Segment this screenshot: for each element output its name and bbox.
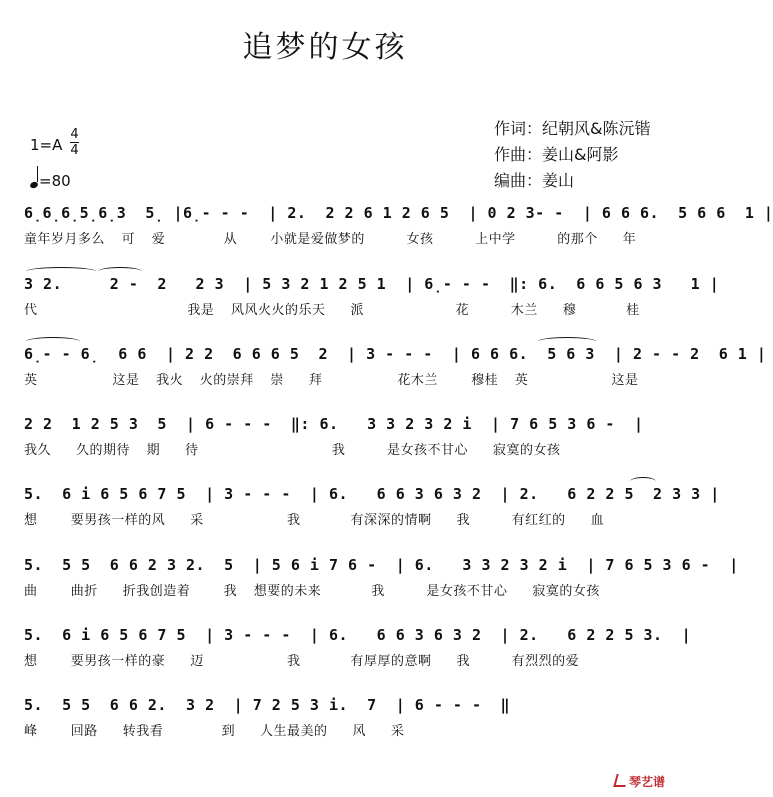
lyrics-line: 我久 久的期待 期 待 我 是女孩不甘心 寂寞的女孩 bbox=[24, 443, 561, 458]
time-top: 4 bbox=[70, 127, 79, 142]
tempo-marking bbox=[30, 170, 71, 190]
tempo-value: =80 bbox=[39, 172, 71, 190]
site-logo bbox=[615, 773, 665, 790]
lyrics-line: 童年岁月多么 可 爱 从 小就是爱做梦的 女孩 上中学 的那个 年 bbox=[24, 232, 637, 247]
time-bottom: 4 bbox=[70, 143, 79, 158]
quarter-note-icon bbox=[29, 181, 39, 189]
key-label: 1=A bbox=[30, 136, 63, 154]
credits bbox=[494, 116, 650, 194]
notation-line: 6̣- - 6̣ 6 6 | 2 2 6 6 6 5 2 | 3 - - - | 6 6 6. 5 6 3 | 2 - - 2 6 1 | bbox=[24, 345, 767, 363]
lyrics-line: 英 这是 我火 火的崇拜 崇 拜 花木兰 穆桂 英 这是 bbox=[24, 373, 639, 388]
lyrics-line: 代 我是 风风火火的乐天 派 花 木兰 穆 桂 bbox=[24, 303, 640, 318]
key-signature bbox=[30, 127, 79, 158]
notation-line: 3 2. 2 - 2 2 3 | 5 3 2 1 2 5 1 | 6̣- - - ‖: 6. 6 6 5 6 3 1 | bbox=[24, 275, 720, 293]
notation-line: 2 2 1 2 5 3 5 | 6 - - - ‖: 6. 3 3 2 3 2 i | 7 6 5 3 6 - | bbox=[24, 415, 644, 433]
notation-line: 6̣6̣6̣5̣6̣3 5̣ |6̣- - - | 2. 2 2 6 1 2 6 5 | 0 2 3- - | 6 6 6. 5 6 6 1 | bbox=[24, 204, 773, 222]
lyricist-credit: 作词：纪朝风&陈沅锴 bbox=[494, 119, 651, 138]
note-stem bbox=[37, 166, 38, 182]
watermark-text: 琴艺谱 bbox=[629, 775, 666, 789]
composer-credit: 作曲：姜山&阿影 bbox=[494, 145, 619, 164]
notation-line: 5. 6 i 6 5 6 7 5 | 3 - - - | 6. 6 6 3 6 3 2 | 2. 6 2 2 5 3. | bbox=[24, 626, 692, 644]
lyrics-line: 想 要男孩一样的豪 迈 我 有厚厚的意啊 我 有烈烈的爱 bbox=[24, 654, 580, 669]
time-signature bbox=[70, 128, 79, 157]
song-title: 追梦的女孩 bbox=[242, 30, 408, 65]
notation-line: 5. 5 5 6 6 2. 3 2 | 7 2 5 3 i. 7 | 6 - - - ‖ bbox=[24, 696, 511, 714]
logo-icon bbox=[613, 774, 628, 787]
lyrics-line: 想 要男孩一样的风 采 我 有深深的情啊 我 有红红的 血 bbox=[24, 513, 605, 528]
notation-line: 5. 6 i 6 5 6 7 5 | 3 - - - | 6. 6 6 3 6 3 2 | 2. 6 2 2 5 2 3 3 | bbox=[24, 485, 720, 503]
notation-line: 5. 5 5 6 6 2 3 2. 5 | 5 6 i 7 6 - | 6. 3 3 2 3 2 i | 7 6 5 3 6 - | bbox=[24, 556, 739, 574]
lyrics-line: 峰 回路 转我看 到 人生最美的 风 采 bbox=[24, 724, 405, 739]
arranger-credit: 编曲：姜山 bbox=[494, 171, 575, 190]
lyrics-line: 曲 曲折 折我创造着 我 想要的未来 我 是女孩不甘心 寂寞的女孩 bbox=[24, 584, 600, 599]
